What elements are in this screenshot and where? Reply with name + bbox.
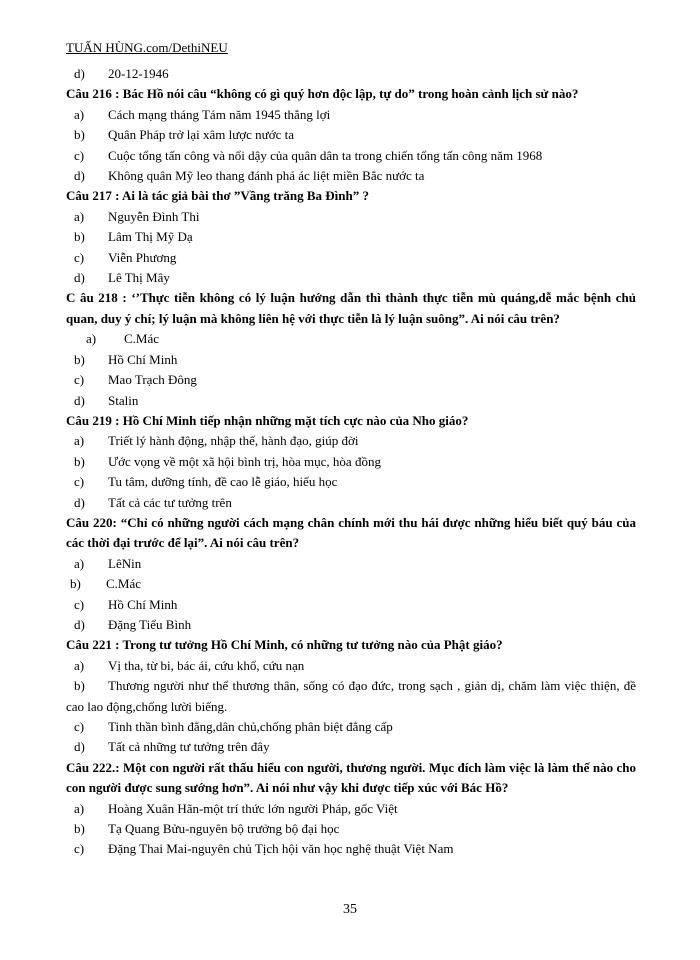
option-text: Vị tha, từ bi, bác ái, cứu khổ, cứu nạn (108, 657, 305, 673)
option-letter: d) (74, 270, 85, 286)
option-text: Cuộc tổng tấn công và nổi dậy của quân dân ta trong chiến tổng tấn công năm 1968 (108, 147, 543, 163)
option-letter: c) (74, 596, 85, 612)
answer-option (66, 799, 636, 819)
option-text: Hồ Chí Minh (108, 351, 178, 367)
answer-option (66, 595, 636, 615)
answer-option (66, 574, 636, 594)
answer-option (66, 207, 636, 227)
option-text: Quân Pháp trở lại xâm lược nước ta (108, 127, 294, 143)
option-letter: d) (74, 168, 85, 184)
option-text: Cách mạng tháng Tám năm 1945 thắng lợi (108, 106, 331, 122)
option-letter: c) (74, 474, 85, 490)
option-text: Không quân Mỹ leo thang đánh phá ác liệt miền Bắc nước ta (108, 168, 425, 184)
option-letter: c) (74, 147, 85, 163)
option-text: Mao Trạch Đông (108, 372, 197, 388)
option-letter: d) (74, 494, 85, 510)
page-number: 35 (343, 902, 357, 917)
option-text: Hoàng Xuân Hãn-một trí thức lớn người Pháp, gốc Việt (108, 800, 398, 816)
option-text: Hồ Chí Minh (108, 596, 178, 612)
answer-option (66, 370, 636, 390)
option-text: Tu tâm, dưỡng tính, đề cao lễ giáo, hiếu học (108, 474, 338, 490)
answer-option (66, 105, 636, 125)
option-text: Đặng Tiểu Bình (108, 616, 192, 632)
option-text: Triết lý hành động, nhập thế, hành đạo, giúp đời (108, 433, 359, 449)
page-header: TUẤN HÙNG.com/DethiNEU (66, 40, 228, 55)
question-text: Câu 221 : Trong tư tưởng Hồ Chí Minh, có những tư tưởng nào của Phật giáo? (66, 637, 503, 653)
answer-option (66, 146, 636, 166)
option-letter: b) (74, 821, 85, 837)
answer-option (66, 125, 636, 145)
answer-option (66, 717, 636, 737)
answer-option (66, 656, 636, 676)
answer-option (66, 431, 636, 451)
option-letter: a) (74, 555, 85, 571)
answer-option (66, 64, 636, 84)
question-text: Câu 222.: Một con người rất thấu hiểu con người, thương người. Mục đích làm việc là làm thế nào cho con người được sung sướng hơn”. Ai nói như vậy khi được tiếp xúc với Bác Hồ? (66, 759, 636, 796)
option-text: Lê Thị Mây (108, 270, 170, 286)
answer-option (66, 493, 636, 513)
option-letter: a) (86, 331, 97, 347)
answer-option (66, 329, 636, 349)
option-text: Ước vọng về một xã hội bình trị, hòa mục, hòa đồng (108, 453, 381, 469)
question-text: Câu 220: “Chỉ có những người cách mạng chân chính mới thu hái được những hiểu biết quý báu của các thời đại trước để lại”. Ai nói câu trên? (66, 514, 636, 551)
option-letter: b) (74, 453, 85, 469)
answer-option (66, 227, 636, 247)
option-text: Đặng Thai Mai-nguyên chủ Tịch hội văn học nghệ thuật Việt Nam (108, 841, 454, 857)
option-letter: c) (74, 372, 85, 388)
question-text: C âu 218 : ‘’Thực tiễn không có lý luận hướng dẫn thì thành thực tiễn mù quáng,dễ mắc bệnh chủ quan, duy ý chí; lý luận mà không liên hệ với thực tiễn là lý luận suông”. Ai nói câu trên? (66, 290, 636, 326)
option-letter: a) (74, 208, 85, 224)
option-letter: c) (74, 841, 85, 857)
answer-option (66, 350, 636, 370)
option-letter: c) (74, 249, 85, 265)
option-text: Tất cả các tư tưởng trên (108, 494, 232, 510)
option-letter: a) (74, 433, 85, 449)
option-letter: a) (74, 106, 85, 122)
option-text: C.Mác (106, 576, 142, 592)
answer-option (66, 268, 636, 288)
answer-option (66, 839, 636, 859)
answer-option (66, 737, 636, 757)
option-text: 20-12-1946 (108, 66, 169, 81)
option-letter: d) (74, 616, 85, 632)
answer-option (66, 554, 636, 574)
option-text: Nguyễn Đình Thi (108, 208, 200, 224)
option-letter: a) (74, 657, 85, 673)
question-text: Câu 216 : Bác Hồ nói câu “không có gì quý hơn độc lập, tự do” trong hoàn cảnh lịch sử nào? (66, 86, 579, 102)
option-letter: c) (74, 719, 85, 734)
option-text: C.Mác (124, 331, 160, 347)
option-text: Stalin (108, 392, 139, 408)
option-text: LêNin (108, 555, 142, 571)
question-text: Câu 217 : Ai là tác giả bài thơ ”Vầng trăng Ba Đình” ? (66, 188, 369, 204)
option-text: Tất cả những tư tưởng trên đây (108, 739, 270, 755)
option-text: Lâm Thị Mỹ Dạ (108, 229, 193, 245)
answer-option (66, 676, 636, 717)
option-letter: b) (74, 127, 85, 143)
answer-option (66, 615, 636, 635)
option-letter: d) (74, 739, 85, 755)
option-letter: b) (74, 678, 85, 694)
answer-option (66, 452, 636, 472)
option-letter: b) (70, 576, 81, 592)
option-text: Thương người như thể thương thân, sống có đạo đức, trong sạch , giản dị, chăm làm việc thiện, đề cao lao động,chống lười biếng. (66, 678, 636, 714)
option-letter: b) (74, 351, 85, 367)
question-text: Câu 219 : Hồ Chí Minh tiếp nhận những mặt tích cực nào của Nho giáo? (66, 412, 469, 428)
option-letter: a) (74, 800, 85, 816)
option-letter: d) (74, 392, 85, 408)
option-text: Tinh thần bình đẳng,dân chủ,chống phân biệt đẳng cấp (108, 719, 393, 734)
option-letter: b) (74, 229, 85, 245)
answer-option (66, 166, 636, 186)
answer-option (66, 391, 636, 411)
answer-option (66, 472, 636, 492)
answer-option (66, 248, 636, 268)
answer-option (66, 819, 636, 839)
question-list (66, 64, 636, 860)
option-text: Tạ Quang Bửu-nguyên bộ trưởng bộ đại học (108, 821, 340, 837)
option-text: Viễn Phương (108, 249, 177, 265)
option-letter: d) (74, 66, 85, 81)
